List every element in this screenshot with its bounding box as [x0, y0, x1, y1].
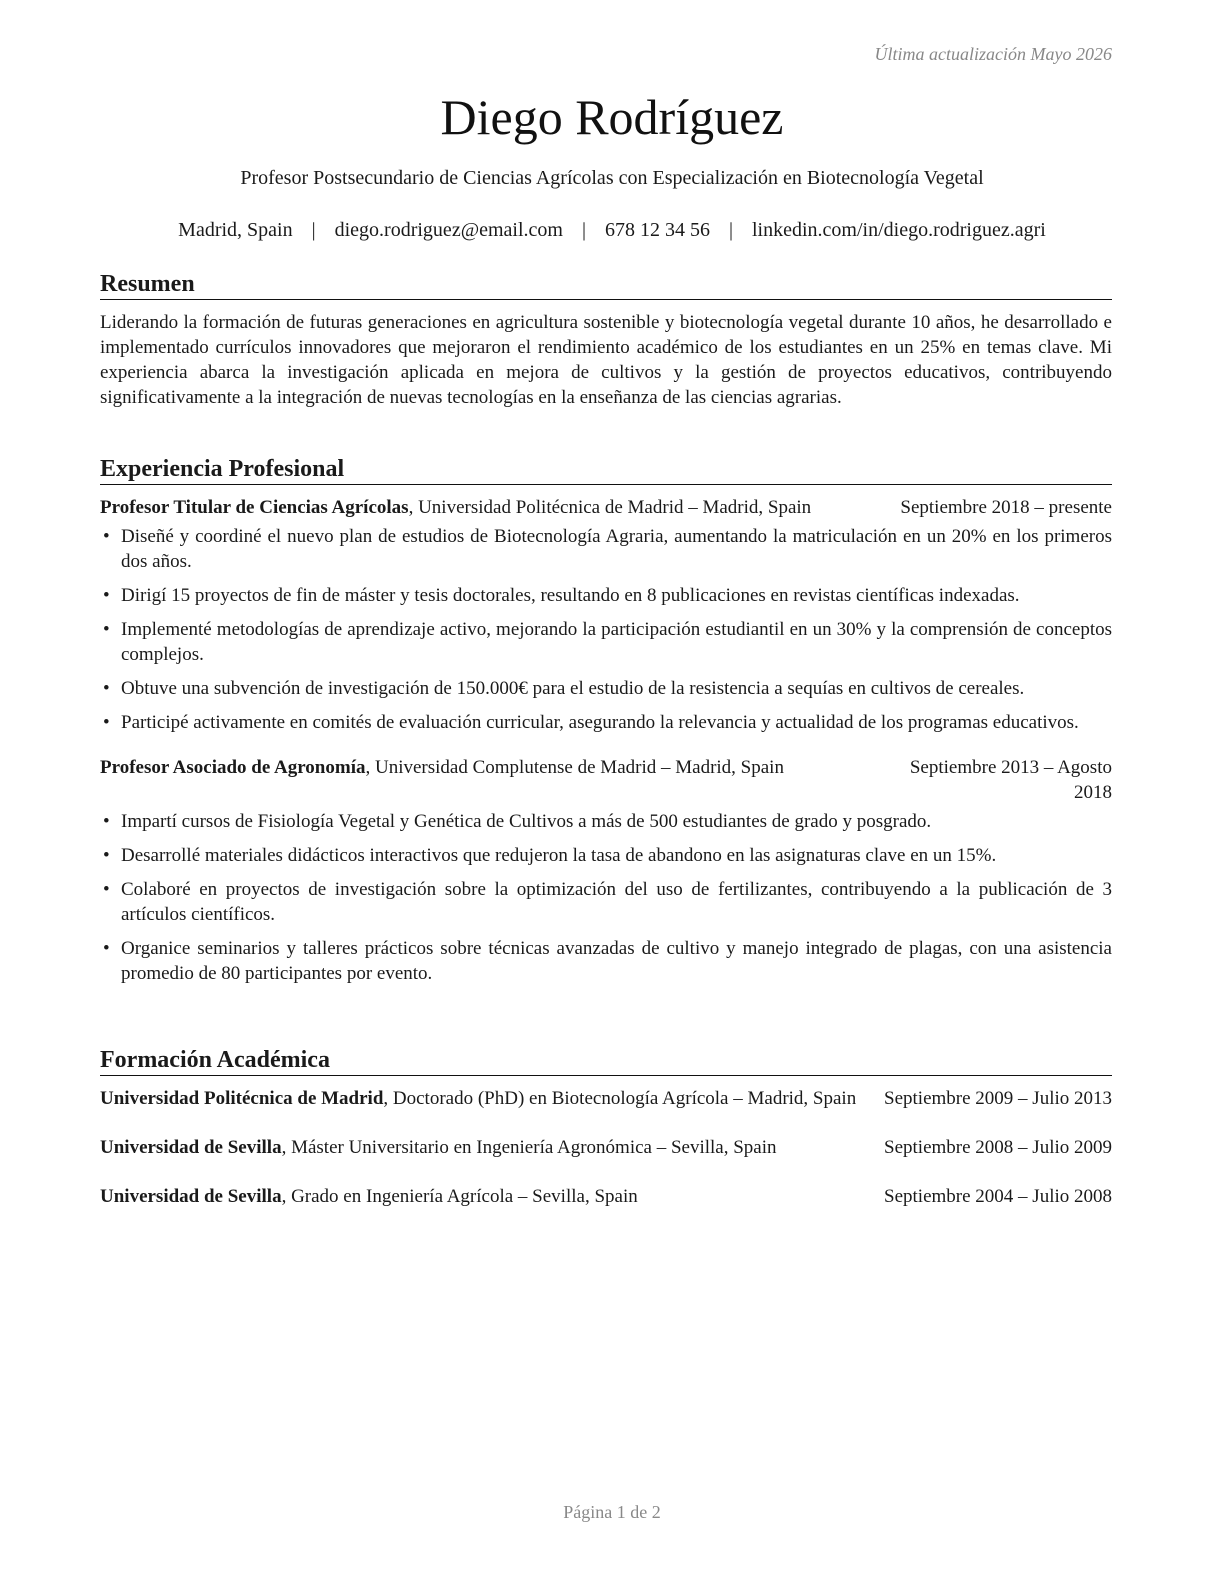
contact-line [0, 219, 1224, 242]
contact-linkedin[interactable]: linkedin.com/in/diego.rodriguez.agri [752, 219, 1046, 241]
job-bullet: • Organice seminarios y talleres prácticos sobre técnicas avanzadas de cultivo y manejo integrado de plagas, con una asistencia promedio de 80 participantes por evento. [100, 936, 1112, 986]
job-header [100, 495, 1112, 520]
education-dates: Septiembre 2009 – Julio 2013 [884, 1088, 1112, 1109]
education-school: Universidad de Sevilla [100, 1137, 282, 1158]
professional-headline: Profesor Postsecundario de Ciencias Agrícolas con Especialización en Biotecnología Vegetal [240, 167, 984, 189]
contact-phone[interactable]: 678 12 34 56 [604, 219, 710, 241]
education-line [100, 1184, 872, 1209]
job-organization: , Universidad Politécnica de Madrid – Madrid, Spain [408, 497, 812, 518]
contact-separator: | [581, 219, 586, 241]
education-school: Universidad Politécnica de Madrid [100, 1088, 384, 1109]
education-dates: Septiembre 2004 – Julio 2008 [884, 1186, 1112, 1207]
job-bullet: • Impartí cursos de Fisiología Vegetal y Genética de Cultivos a más de 500 estudiantes de grado y posgrado. [100, 809, 1112, 834]
contact-location: Madrid, Spain [178, 219, 293, 241]
job-role: Profesor Asociado de Agronomía [100, 757, 366, 778]
job-bullet: • Implementé metodologías de aprendizaje activo, mejorando la participación estudiantil en un 30% y la comprensión de conceptos complejos. [100, 617, 1112, 667]
education-line [100, 1135, 872, 1160]
job-role: Profesor Titular de Ciencias Agrícolas [100, 497, 409, 518]
education-entry [100, 1184, 1112, 1209]
job-organization: , Universidad Complutense de Madrid – Madrid, Spain [365, 757, 784, 778]
job-header [100, 755, 1112, 805]
section-title-experience: Experiencia Profesional [100, 455, 1112, 485]
education-degree: , Doctorado (PhD) en Biotecnología Agrícola – Madrid, Spain [383, 1088, 857, 1109]
summary-text: Liderando la formación de futuras generaciones en agricultura sostenible y biotecnología vegetal durante 10 años, he desarrollado e implementado currículos innovadores que mejoraron el rendimiento académico de los estudiantes en un 25% en temas clave. Mi experiencia abarca la investigación aplicada en mejora de cultivos y la gestión de proyectos educativos, contribuyendo significativamente a la integración de nuevas tecnologías en la enseñanza de las ciencias agrarias. [100, 312, 1112, 408]
education-entry [100, 1135, 1112, 1160]
page-number: Página 1 de 2 [563, 1502, 661, 1522]
job-bullets [100, 524, 1112, 735]
experience-section [100, 455, 1112, 995]
last-updated-note: Última actualización Mayo 2026 [874, 44, 1112, 64]
job-bullet: • Dirigí 15 proyectos de fin de máster y tesis doctorales, resultando en 8 publicaciones en revistas científicas indexadas. [100, 583, 1112, 608]
contact-email[interactable]: diego.rodriguez@email.com [334, 219, 563, 241]
job-dates: Septiembre 2013 – Agosto 2018 [909, 757, 1112, 803]
education-section [100, 1046, 1112, 1233]
job-bullet: • Diseñé y coordiné el nuevo plan de estudios de Biotecnología Agraria, aumentando la matriculación en un 20% en los primeros dos años. [100, 524, 1112, 574]
education-degree: , Grado en Ingeniería Agrícola – Sevilla, Spain [281, 1186, 638, 1207]
education-school: Universidad de Sevilla [100, 1186, 282, 1207]
job-bullet: • Colaboré en proyectos de investigación sobre la optimización del uso de fertilizantes, contribuyendo a la publicación de 3 artículos científicos. [100, 877, 1112, 927]
job-entry [100, 755, 1112, 986]
job-entry [100, 495, 1112, 735]
education-entry [100, 1086, 1112, 1111]
job-bullet: • Obtuve una subvención de investigación de 150.000€ para el estudio de la resistencia a sequías en cultivos de cereales. [100, 676, 1112, 701]
contact-separator: | [311, 219, 316, 241]
job-bullet: • Participé activamente en comités de evaluación curricular, asegurando la relevancia y actualidad de los programas educativos. [100, 710, 1112, 735]
education-dates: Septiembre 2008 – Julio 2009 [884, 1137, 1112, 1158]
job-title-line [100, 495, 872, 520]
education-line [100, 1086, 872, 1111]
summary-section [100, 270, 1112, 410]
job-dates: Septiembre 2018 – presente [900, 497, 1112, 518]
job-bullets [100, 809, 1112, 986]
contact-separator: | [728, 219, 733, 241]
job-title-line [100, 755, 872, 805]
section-title-education: Formación Académica [100, 1046, 1112, 1076]
job-bullet: • Desarrollé materiales didácticos interactivos que redujeron la tasa de abandono en las asignaturas clave en un 15%. [100, 843, 1112, 868]
candidate-name: Diego Rodríguez [440, 89, 784, 145]
education-degree: , Máster Universitario en Ingeniería Agronómica – Sevilla, Spain [281, 1137, 777, 1158]
section-title-summary: Resumen [100, 270, 1112, 300]
